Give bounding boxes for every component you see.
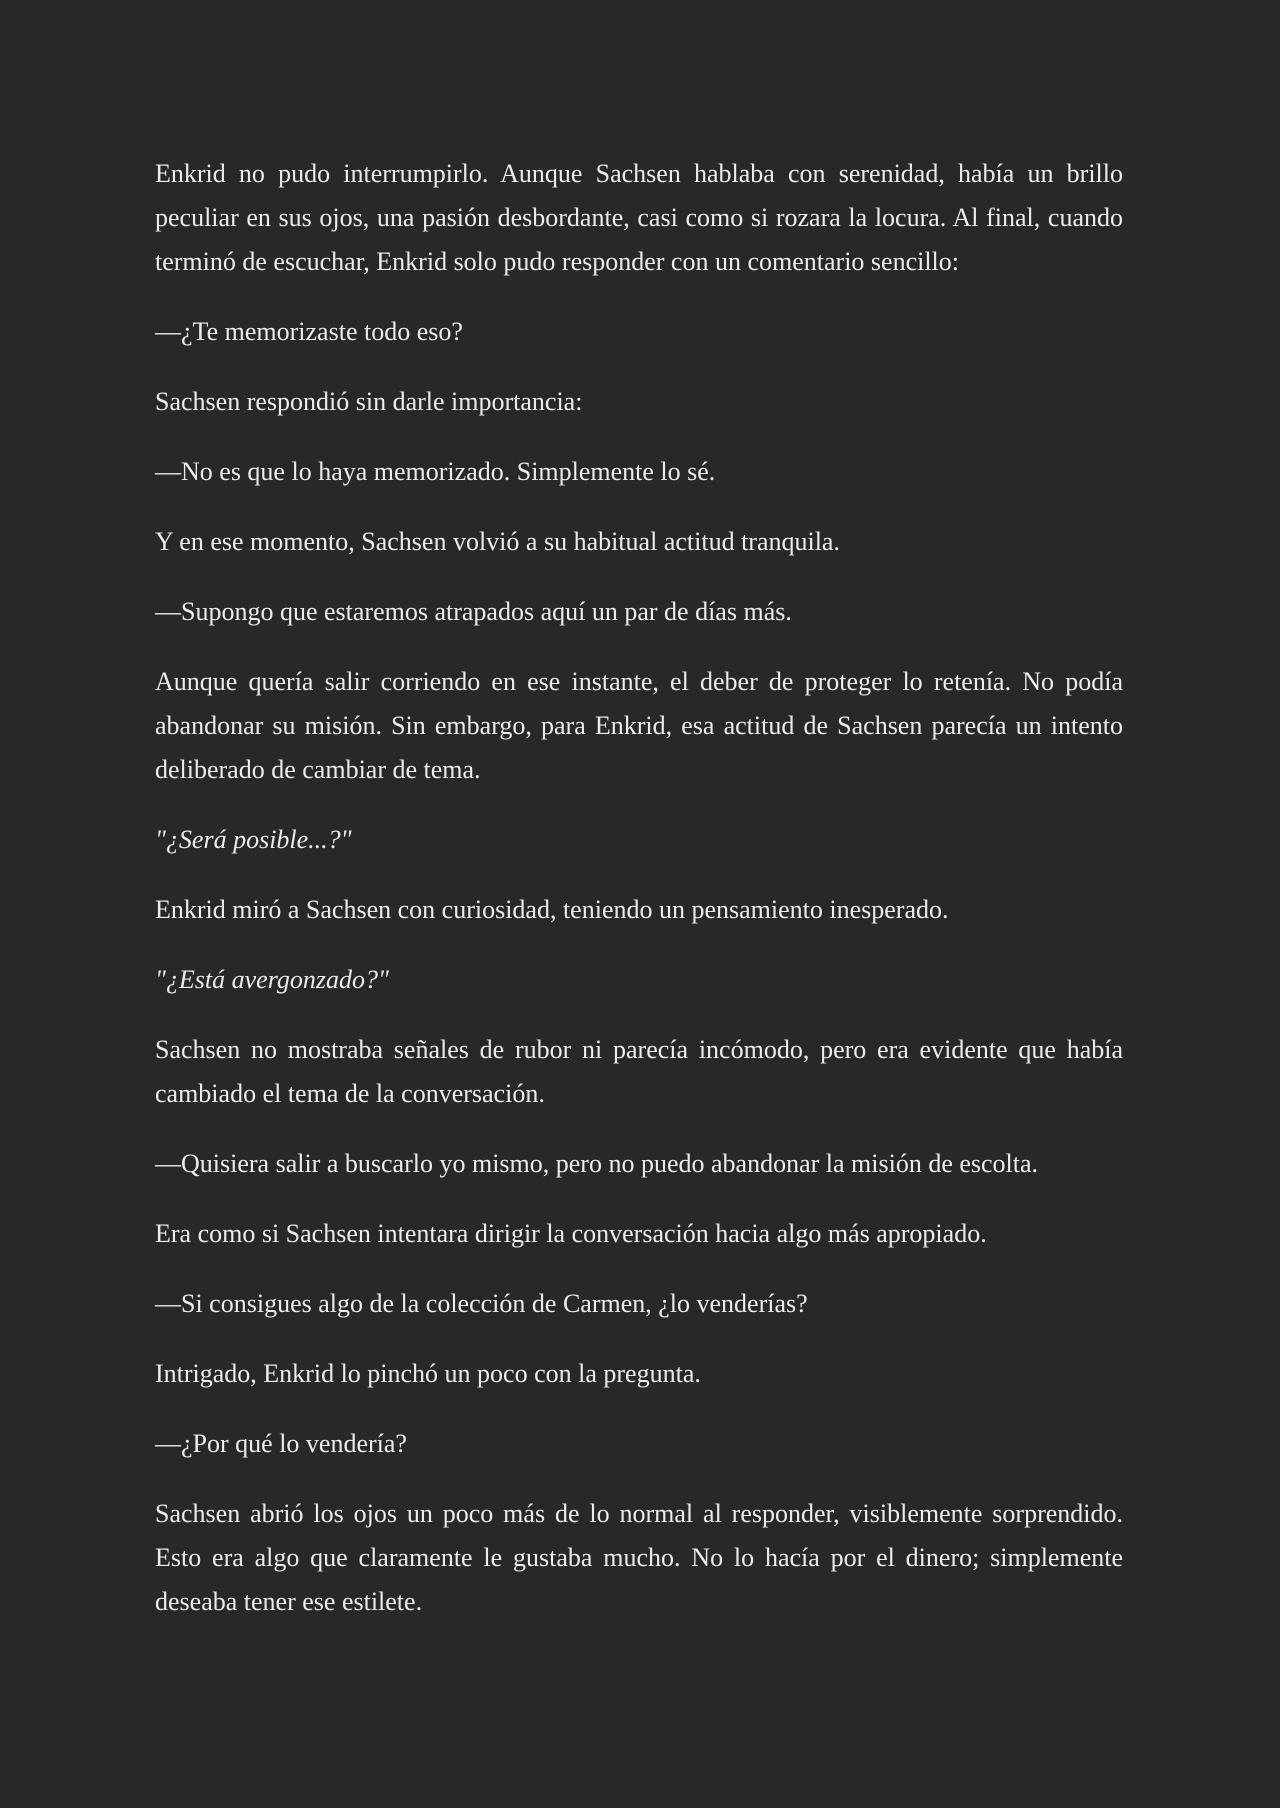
- paragraph: Sachsen no mostraba señales de rubor ni parecía incómodo, pero era evidente que había cambiado el tema de la conversación.: [155, 1035, 1123, 1108]
- paragraph: Enkrid miró a Sachsen con curiosidad, teniendo un pensamiento inesperado.: [155, 895, 949, 924]
- paragraph: Era como si Sachsen intentara dirigir la conversación hacia algo más apropiado.: [155, 1219, 987, 1248]
- paragraph: Aunque quería salir corriendo en ese instante, el deber de proteger lo retenía. No podía abandonar su misión. Sin embargo, para Enkrid, esa actitud de Sachsen parecía un intento deliberado de cambiar de tema.: [155, 667, 1123, 784]
- dialogue-line: —Quisiera salir a buscarlo yo mismo, pero no puedo abandonar la misión de escolta.: [155, 1149, 1039, 1178]
- paragraph: Sachsen respondió sin darle importancia:: [155, 387, 583, 416]
- dialogue-line: —Supongo que estaremos atrapados aquí un par de días más.: [155, 597, 792, 626]
- reader-page: [155, 152, 1123, 1650]
- thought-line: "¿Será posible...?": [155, 825, 352, 854]
- thought-line: "¿Está avergonzado?": [155, 965, 389, 994]
- dialogue-line: —No es que lo haya memorizado. Simplemente lo sé.: [155, 457, 716, 486]
- paragraph: Enkrid no pudo interrumpirlo. Aunque Sachsen hablaba con serenidad, había un brillo peculiar en sus ojos, una pasión desbordante, casi como si rozara la locura. Al final, cuando terminó de escuchar, Enkrid solo pudo responder con un comentario sencillo:: [155, 159, 1123, 276]
- paragraph: Sachsen abrió los ojos un poco más de lo normal al responder, visiblemente sorprendido. Esto era algo que claramente le gustaba mucho. No lo hacía por el dinero; simplemente deseaba tener ese estilete.: [155, 1499, 1123, 1616]
- dialogue-line: —Si consigues algo de la colección de Carmen, ¿lo venderías?: [155, 1289, 808, 1318]
- dialogue-line: —¿Te memorizaste todo eso?: [155, 317, 463, 346]
- dialogue-line: —¿Por qué lo vendería?: [155, 1429, 407, 1458]
- paragraph: Intrigado, Enkrid lo pinchó un poco con la pregunta.: [155, 1359, 701, 1388]
- paragraph: Y en ese momento, Sachsen volvió a su habitual actitud tranquila.: [155, 527, 840, 556]
